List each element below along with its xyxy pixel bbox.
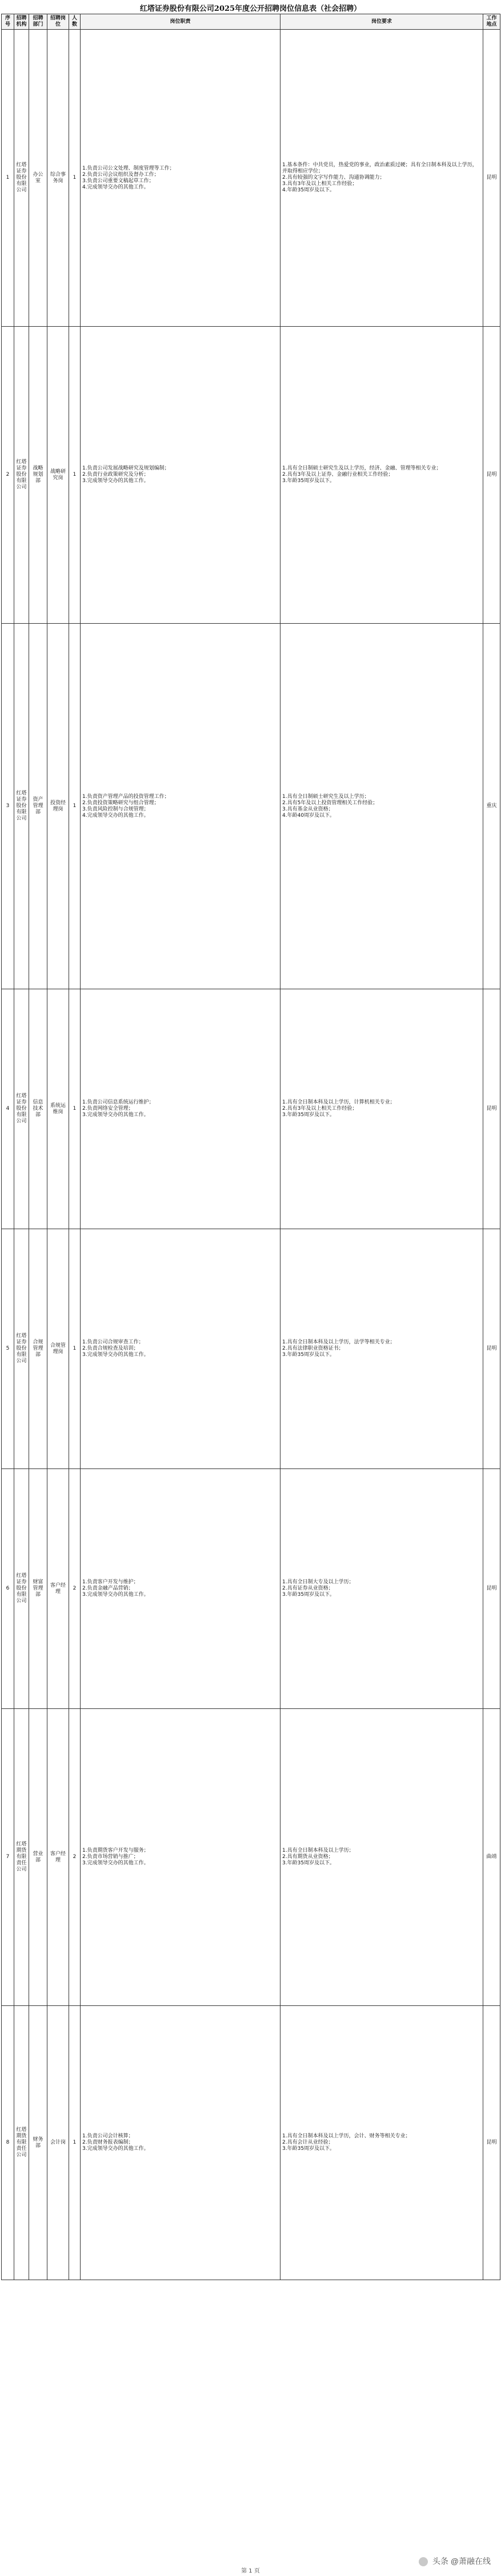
cell-req: 1.具有全日制大专及以上学历； 2.具有证券从业资格； 3.年龄35周岁及以下。: [280, 1469, 483, 1709]
cell-no: 4: [2, 989, 14, 1229]
cell-org: 红塔证券股份有限公司: [14, 30, 29, 327]
cell-org: 红塔证券股份有限公司: [14, 989, 29, 1229]
cell-loc: 重庆: [483, 624, 500, 989]
cell-duty: 1.负责公司合规审查工作； 2.负责合规检查及培训； 3.完成领导交办的其他工作。: [81, 1229, 280, 1469]
cell-no: 7: [2, 1709, 14, 2006]
cell-loc: 昆明: [483, 2006, 500, 2280]
cell-req: 1.具有全日制本科及以上学历，法学等相关专业； 2.具有法律职业资格证书； 3.年龄35周岁及以下。: [280, 1229, 483, 1469]
cell-loc: 昆明: [483, 1229, 500, 1469]
cell-dept: 营业部: [29, 1709, 47, 2006]
table-row: [2, 989, 500, 1229]
cell-loc: 昆明: [483, 989, 500, 1229]
cell-org: 红塔证券股份有限公司: [14, 624, 29, 989]
cell-count: 2: [69, 1469, 81, 1709]
cell-duty: 1.负责资产管理产品的投资管理工作； 2.负责投资策略研究与组合管理； 3.负责风险控制与合规管理； 4.完成领导交办的其他工作。: [81, 624, 280, 989]
cell-org: 红塔证券股份有限公司: [14, 1469, 29, 1709]
cell-loc: 曲靖: [483, 1709, 500, 2006]
recruitment-table: [1, 14, 500, 2280]
cell-dept: 信息技术部: [29, 989, 47, 1229]
cell-org: 红塔证券股份有限公司: [14, 327, 29, 624]
cell-dept: 战略规划部: [29, 327, 47, 624]
cell-loc: 昆明: [483, 327, 500, 624]
cell-duty: 1.负责公司信息系统运行维护； 2.负责网络安全管理； 3.完成领导交办的其他工作。: [81, 989, 280, 1229]
cell-loc: 昆明: [483, 30, 500, 327]
cell-no: 2: [2, 327, 14, 624]
cell-no: 8: [2, 2006, 14, 2280]
cell-duty: 1.负责公司会计核算； 2.负责财务报表编制； 3.完成领导交办的其他工作。: [81, 2006, 280, 2280]
cell-count: 1: [69, 1229, 81, 1469]
cell-post: 投资经理岗: [47, 624, 69, 989]
table-row: [2, 1469, 500, 1709]
cell-org: 红塔期货有限责任公司: [14, 2006, 29, 2280]
cell-dept: 财富管理部: [29, 1469, 47, 1709]
cell-no: 6: [2, 1469, 14, 1709]
col-header: 工作地点: [483, 14, 500, 30]
cell-post: 会计岗: [47, 2006, 69, 2280]
cell-count: 1: [69, 624, 81, 989]
cell-org: 红塔证券股份有限公司: [14, 1229, 29, 1469]
cell-org: 红塔期货有限责任公司: [14, 1709, 29, 2006]
cell-req: 1.具有全日制本科及以上学历，会计、财务等相关专业； 2.具有会计从业经验； 3.年龄35周岁及以下。: [280, 2006, 483, 2280]
cell-loc: 昆明: [483, 1469, 500, 1709]
cell-count: 2: [69, 1709, 81, 2006]
cell-dept: 办公室: [29, 30, 47, 327]
col-header: 岗位要求: [280, 14, 483, 30]
col-header: 人数: [69, 14, 81, 30]
cell-count: 1: [69, 327, 81, 624]
table-row: [2, 1709, 500, 2006]
col-header: 招聘部门: [29, 14, 47, 30]
avatar-icon: [419, 2557, 428, 2566]
watermark: [419, 2555, 491, 2567]
document-title: 红塔证券股份有限公司2025年度公开招聘岗位信息表（社会招聘）: [139, 5, 362, 13]
table-row: [2, 2006, 500, 2280]
cell-req: 1.基本条件：中共党员，热爱党的事业，政治素质过硬；具有全日制本科及以上学历，并取得相应学位； 2.具有较强的文字写作能力、沟通协调能力； 3.具有3年及以上相关工作经验； 4.年龄35周岁及以下。: [280, 30, 483, 327]
cell-post: 客户经理: [47, 1469, 69, 1709]
table-row: [2, 1229, 500, 1469]
cell-duty: 1.负责公司发展战略研究及规划编制； 2.负责行业政策研究及分析； 3.完成领导交办的其他工作。: [81, 327, 280, 624]
cell-dept: 财务部: [29, 2006, 47, 2280]
table-row: [2, 624, 500, 989]
cell-post: 战略研究岗: [47, 327, 69, 624]
cell-post: 系统运维岗: [47, 989, 69, 1229]
col-header: 序号: [2, 14, 14, 30]
cell-no: 1: [2, 30, 14, 327]
cell-post: 综合事务岗: [47, 30, 69, 327]
page-number: 第 1 页: [241, 2568, 260, 2574]
cell-req: 1.具有全日制本科及以上学历，计算机相关专业； 2.具有3年及以上相关工作经验； 3.年龄35周岁及以下。: [280, 989, 483, 1229]
watermark-text: 头条 @萧融在线: [432, 2557, 491, 2566]
cell-post: 客户经理: [47, 1709, 69, 2006]
cell-req: 1.具有全日制硕士研究生及以上学历； 2.具有5年及以上投资管理相关工作经验； 3.具有基金从业资格； 4.年龄40周岁及以下。: [280, 624, 483, 989]
cell-count: 1: [69, 2006, 81, 2280]
col-header: 岗位职责: [81, 14, 280, 30]
table-row: [2, 30, 500, 327]
table-row: [2, 327, 500, 624]
cell-count: 1: [69, 30, 81, 327]
cell-count: 1: [69, 989, 81, 1229]
cell-req: 1.具有全日制本科及以上学历； 2.具有期货从业资格； 3.年龄35周岁及以下。: [280, 1709, 483, 2006]
table-header-row: [2, 14, 500, 30]
cell-duty: 1.负责客户开发与维护； 2.负责金融产品营销； 3.完成领导交办的其他工作。: [81, 1469, 280, 1709]
cell-duty: 1.负责期货客户开发与服务； 2.负责市场营销与推广； 3.完成领导交办的其他工作。: [81, 1709, 280, 2006]
cell-duty: 1.负责公司公文处理、制度管理等工作； 2.负责公司会议组织及督办工作； 3.负责公司重要文稿起草工作； 4.完成领导交办的其他工作。: [81, 30, 280, 327]
cell-dept: 资产管理部: [29, 624, 47, 989]
cell-req: 1.具有全日制硕士研究生及以上学历，经济、金融、管理等相关专业； 2.具有3年及以上证券、金融行业相关工作经验； 3.年龄35周岁及以下。: [280, 327, 483, 624]
cell-dept: 合规管理部: [29, 1229, 47, 1469]
col-header: 招聘机构: [14, 14, 29, 30]
col-header: 招聘岗位: [47, 14, 69, 30]
cell-no: 3: [2, 624, 14, 989]
cell-post: 合规管理岗: [47, 1229, 69, 1469]
cell-no: 5: [2, 1229, 14, 1469]
